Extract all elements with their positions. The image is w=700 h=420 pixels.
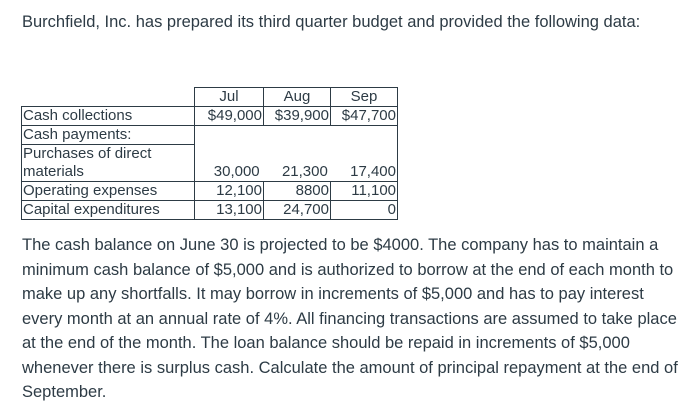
purchases-jul: 30,000 <box>213 163 260 180</box>
intro-text: Burchfield, Inc. has prepared its third quarter budget and provided the following data: <box>22 13 641 31</box>
table-row <box>22 145 398 182</box>
capital-expenditures-aug: 24,700 <box>264 201 331 220</box>
header-aug: Aug <box>264 88 331 107</box>
table-row <box>22 107 398 126</box>
table-header-row <box>22 88 398 107</box>
header-empty-cell <box>22 88 195 107</box>
cash-collections-aug: $39,900 <box>264 107 331 126</box>
table-row <box>22 201 398 220</box>
cash-collections-jul: $49,000 <box>195 107 264 126</box>
table-row <box>22 182 398 201</box>
row-label-cash-collections: Cash collections <box>22 107 195 126</box>
purchases-aug: 21,300 <box>281 163 328 180</box>
purchases-sep: 17,400 <box>350 163 396 180</box>
header-sep: Sep <box>331 88 398 107</box>
row-label-cash-payments: Cash payments: <box>22 126 195 145</box>
operating-expenses-sep: 11,100 <box>331 182 398 201</box>
budget-table <box>21 87 398 220</box>
cash-collections-sep: $47,700 <box>331 107 398 126</box>
row-label-purchases: Purchases of direct materials <box>22 145 195 182</box>
table-row <box>22 126 398 145</box>
row-label-operating-expenses: Operating expenses <box>22 182 195 201</box>
cash-payments-values <box>195 126 398 145</box>
row-label-capital-expenditures: Capital expenditures <box>22 201 195 220</box>
operating-expenses-jul: 12,100 <box>195 182 264 201</box>
problem-text: The cash balance on June 30 is projected to be $4000. The company has to maintain a minimum cash balance of $5,000 and is authorized to borrow at the end of each month to make up any shortfalls. It may borrow in increments of $5,000 and has to pay interest every month at an annual rate of 4%. All financing transactions are assumed to take place at the end of the month. The loan balance should be repaid in increments of $5,000 whenever there is surplus cash. Calculate the amount of principal repayment at the end of September. <box>22 236 678 401</box>
capital-expenditures-sep: 0 <box>331 201 398 220</box>
operating-expenses-aug: 8800 <box>264 182 331 201</box>
purchases-values <box>195 145 398 182</box>
header-jul: Jul <box>195 88 264 107</box>
capital-expenditures-jul: 13,100 <box>195 201 264 220</box>
